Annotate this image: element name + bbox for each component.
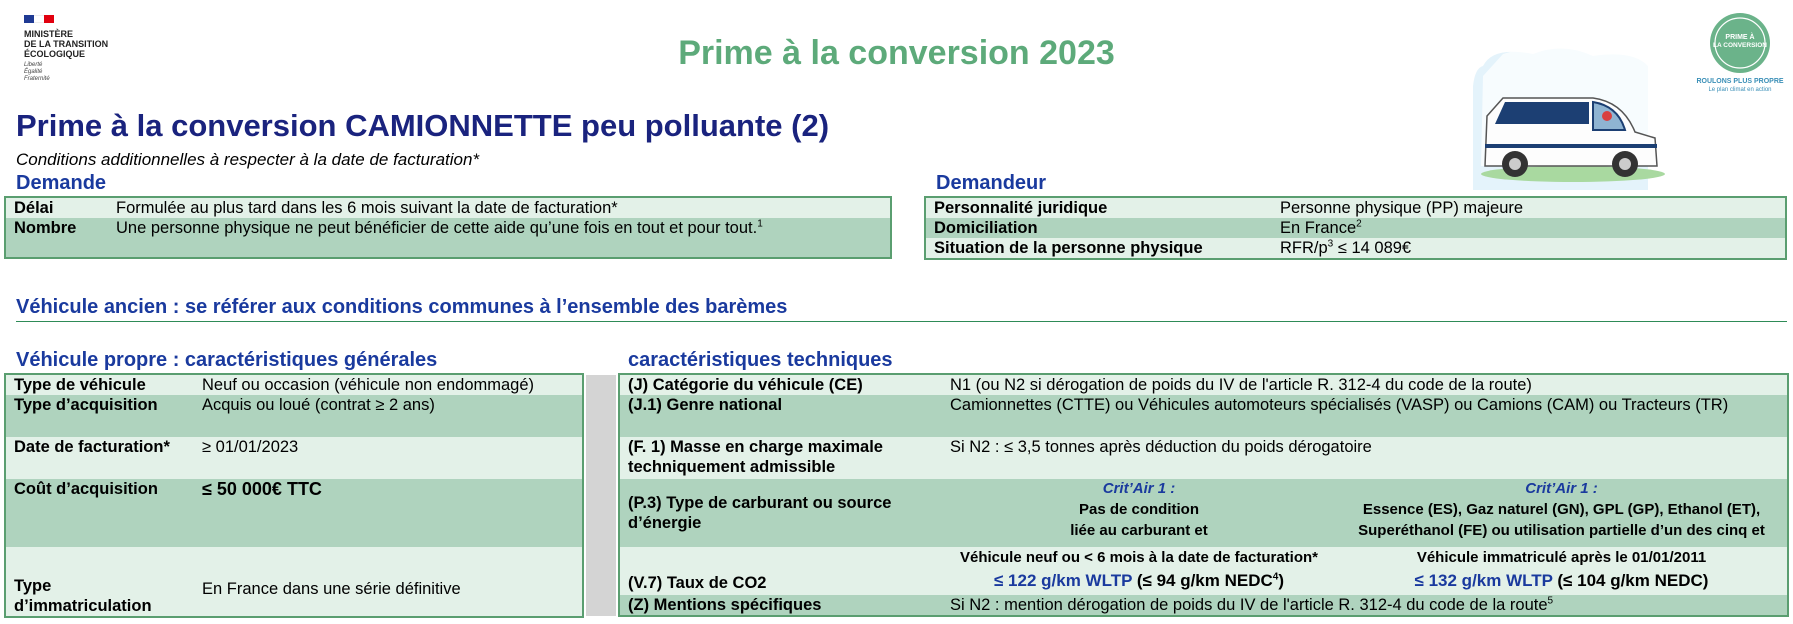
table-row bbox=[925, 238, 1786, 259]
main-heading: Prime à la conversion CAMIONNETTE peu polluante (2) bbox=[16, 108, 830, 143]
badge-text-2: LA CONVERSION bbox=[1713, 42, 1767, 49]
carburant-left-line: Pas de condition bbox=[1078, 501, 1199, 518]
column-separator bbox=[586, 375, 616, 616]
vp-value: Neuf ou occasion (véhicule non endommagé) bbox=[202, 376, 535, 394]
tech-value: N1 (ou N2 si dérogation de poids du IV de l'article R. 312-4 du code de la route) bbox=[950, 376, 1532, 394]
table-row bbox=[5, 197, 891, 218]
tech-value: Si N2 : ≤ 3,5 tonnes après déduction du poids dérogatoire bbox=[950, 438, 1372, 456]
demandeur-table bbox=[924, 196, 1787, 260]
tech-value: Camionnettes (CTTE) ou Véhicules automoteurs spécialisés (VASP) ou Camions (CAM) ou Tracteurs (TR) bbox=[950, 396, 1729, 414]
tech-label: (Z) Mentions spécifiques bbox=[628, 596, 822, 614]
demandeur-label: Situation de la personne physique bbox=[934, 239, 1203, 257]
co2-left-value: ≤ 122 g/km WLTP (≤ 94 g/km NEDC$^4$) bbox=[994, 571, 1284, 590]
vp-label: Type de véhicule bbox=[14, 376, 146, 394]
table-row bbox=[619, 374, 1788, 395]
tech-label: (V.7) Taux de CO2 bbox=[628, 574, 767, 592]
french-flag-icon bbox=[24, 10, 54, 18]
vehicule-propre-table bbox=[4, 373, 584, 618]
demandeur-label: Domiciliation bbox=[934, 219, 1038, 237]
table-row bbox=[925, 218, 1786, 238]
badge-tagline: ROULONS PLUS PROPRE bbox=[1696, 78, 1784, 85]
footnote-ref: 1 bbox=[757, 218, 763, 230]
logo-motto-3: Fraternité bbox=[24, 76, 50, 82]
vehicule-propre-title: Véhicule propre : caractéristiques générales bbox=[16, 349, 438, 371]
logo-line-1: MINISTÈRE bbox=[24, 29, 74, 39]
demande-value: Une personne physique ne peut bénéficier de cette aide qu’une fois en tout et pour tout.$^1$ bbox=[116, 218, 763, 237]
demande-label: Délai bbox=[14, 199, 54, 217]
logo-line-3: ÉCOLOGIQUE bbox=[24, 49, 86, 59]
table-row bbox=[5, 374, 583, 395]
demande-label: Nombre bbox=[14, 219, 77, 237]
subheading: Conditions additionnelles à respecter à la date de facturation* bbox=[16, 150, 480, 169]
co2-left-head: Véhicule neuf ou < 6 mois à la date de facturation* bbox=[959, 549, 1318, 566]
table-row bbox=[619, 595, 1788, 616]
demandeur-value: Personne physique (PP) majeure bbox=[1280, 199, 1524, 217]
table-row bbox=[619, 395, 1788, 437]
tech-value: Si N2 : mention dérogation de poids du IV de l'article R. 312-4 du code de la route$^5$ bbox=[950, 595, 1554, 614]
demande-value: Formulée au plus tard dans les 6 mois suivant la date de facturation* bbox=[116, 199, 618, 217]
footnote-ref: 3 bbox=[1327, 238, 1334, 250]
vehicule-ancien-heading: Véhicule ancien : se référer aux conditions communes à l’ensemble des barèmes bbox=[16, 296, 1787, 322]
logo-motto-2: Égalité bbox=[24, 69, 43, 75]
carburant-right bbox=[1336, 479, 1788, 547]
demandeur-value: RFR/$p^3 \le 14$ 089€ bbox=[1280, 238, 1412, 257]
co2-right bbox=[1336, 547, 1788, 595]
demande-table bbox=[4, 196, 892, 259]
techniques-table bbox=[618, 373, 1789, 617]
vp-value: ≤ 50 000€ TTC bbox=[202, 479, 322, 499]
co2-right-value: ≤ 132 g/km WLTP (≤ 104 g/km NEDC) bbox=[1414, 571, 1709, 590]
vp-label: Date de facturation* bbox=[14, 438, 170, 456]
tech-label: (P.3) Type de carburant ou source d’énergie bbox=[628, 494, 892, 532]
techniques-title: caractéristiques techniques bbox=[628, 349, 893, 371]
table-row bbox=[619, 479, 1788, 547]
carburant-right-line: Essence (ES), Gaz naturel (GN), GPL (GP), Ethanol (ET), bbox=[1362, 501, 1761, 518]
demandeur-value: En France$^2$ bbox=[1280, 218, 1362, 237]
vp-label: Coût d’acquisition bbox=[14, 480, 158, 498]
vp-label: Type d’acquisition bbox=[14, 396, 158, 414]
tech-label: (F. 1) Masse en charge maximale techniquement admissible bbox=[628, 438, 883, 476]
table-row bbox=[5, 395, 583, 437]
footnote-ref: 2 bbox=[1356, 218, 1362, 230]
table-row bbox=[5, 437, 583, 479]
table-row bbox=[925, 197, 1786, 218]
critair-right: Crit’Air 1 : bbox=[1525, 480, 1598, 497]
table-row bbox=[5, 547, 583, 617]
demandeur-label: Personnalité juridique bbox=[934, 199, 1108, 217]
tech-label: (J.1) Genre national bbox=[628, 396, 783, 414]
logo-line-2: DE LA TRANSITION bbox=[24, 39, 109, 49]
footnote-ref: 5 bbox=[1547, 595, 1554, 607]
carburant-left-line: liée au carburant et bbox=[1070, 522, 1208, 539]
demandeur-title: Demandeur bbox=[936, 172, 1047, 194]
badge-text-1: PRIME À bbox=[1725, 34, 1755, 41]
page-title: Prime à la conversion 2023 bbox=[678, 34, 1115, 72]
vp-value: En France dans une série définitive bbox=[202, 579, 461, 598]
table-row bbox=[5, 218, 891, 258]
vp-label: Type d’immatriculation bbox=[14, 577, 152, 615]
tech-label: (J) Catégorie du véhicule (CE) bbox=[628, 376, 863, 394]
vp-value: ≥ 01/01/2023 bbox=[202, 438, 299, 456]
van-illustration bbox=[1473, 46, 1673, 190]
badge-subline: Le plan climat en action bbox=[1708, 87, 1772, 93]
demande-title: Demande bbox=[16, 172, 107, 194]
prime-conversion-badge-icon bbox=[1685, 10, 1793, 98]
carburant-right-line: Superéthanol (FE) ou utilisation partielle d’un des cinq et bbox=[1358, 522, 1765, 539]
critair-left: Crit’Air 1 : bbox=[1102, 480, 1176, 497]
table-row bbox=[619, 547, 1788, 595]
co2-right-head: Véhicule immatriculé après le 01/01/2011 bbox=[1416, 549, 1707, 566]
logo-motto-1: Liberté bbox=[24, 62, 43, 68]
co2-left bbox=[942, 547, 1336, 595]
vp-value: Acquis ou loué (contrat ≥ 2 ans) bbox=[202, 396, 435, 414]
table-row bbox=[5, 479, 583, 547]
carburant-left bbox=[942, 479, 1336, 547]
table-row bbox=[619, 437, 1788, 479]
